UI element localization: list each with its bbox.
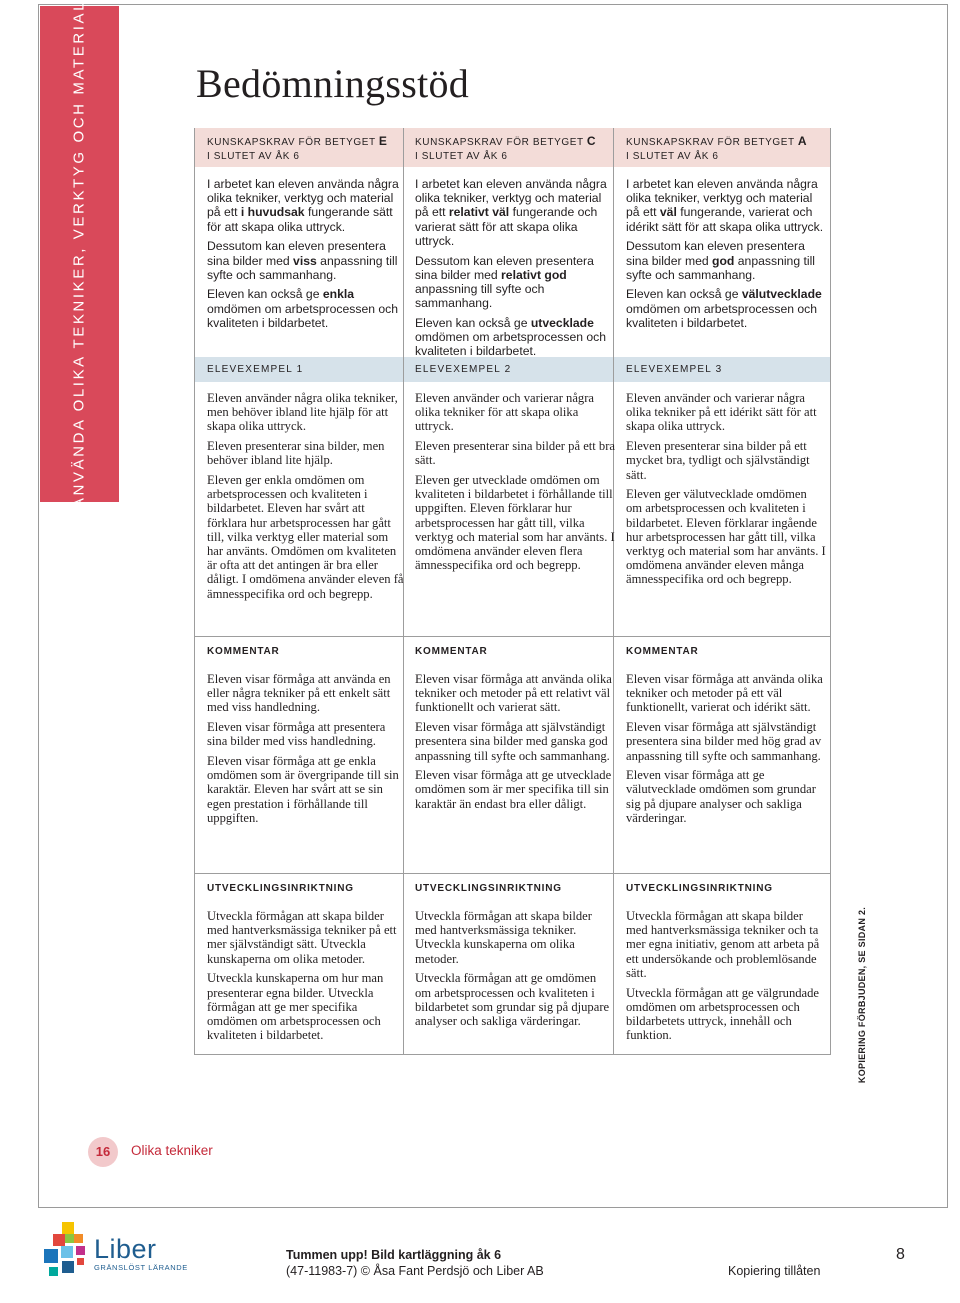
comment-paragraph: Eleven visar förmåga att använda olika tekniker och metoder på ett väl funktionellt, varierat och idérikt sätt. <box>626 672 823 715</box>
criteria-paragraph: I arbetet kan eleven använda några olika tekniker, verktyg och material på ett relativt väl fungerande och varierat sätt för att skapa olika uttryck. <box>415 177 607 248</box>
brand-name: Liber <box>94 1234 157 1264</box>
comment-paragraph: Eleven visar förmåga att använda olika tekniker och metoder på ett relativt väl funktionellt och varierat sätt. <box>415 672 612 715</box>
example-paragraph: Eleven ger utvecklade omdömen om kvaliteten i bildarbetet i förhållande till uppgiften. Eleven förklarar hur arbetsprocessen har gått till, vilka verktyg och material som har använts. I omdömena använder eleven flera ämnesspecifika ord och begrepp. <box>415 473 615 573</box>
example-header-1: ELEVEXEMPEL 1 <box>207 364 304 375</box>
comment-text-1 <box>207 672 407 831</box>
example-text-1 <box>207 391 407 606</box>
liber-logo-icon <box>44 1222 90 1282</box>
footer-copy-permission: Kopiering tillåten <box>728 1264 821 1278</box>
table-line-bottom <box>194 1054 831 1055</box>
comment-paragraph: Eleven visar förmåga att självständigt presentera sina bilder med hög grad av anpassning till syfte och sammanhang. <box>626 720 822 763</box>
development-text-3 <box>626 909 826 1048</box>
example-paragraph: Eleven presenterar sina bilder på ett mycket bra, tydligt och självständigt sätt. <box>626 439 810 482</box>
example-header-3: ELEVEXEMPEL 3 <box>626 364 723 375</box>
footer-title: Tummen upp! Bild kartläggning åk 6 <box>286 1248 502 1262</box>
criteria-paragraph: Dessutom kan eleven presentera sina bilder med god anpassning till syfte och sammanhang. <box>626 239 816 282</box>
criteria-header-c: KUNSKAPSKRAV FÖR BETYGET C I SLUTET AV ÅK 6 <box>415 134 596 162</box>
development-paragraph: Utveckla förmågan att ge omdömen om arbetsprocessen och kvaliteten i bildarbetet som grundar sig på djupare analyser och sakliga värderingar. <box>415 971 610 1028</box>
criteria-text-a <box>626 177 826 336</box>
example-text-2 <box>415 391 615 578</box>
example-paragraph: Eleven använder några olika tekniker, men behöver ibland lite hjälp för att skapa olika uttryck. <box>207 391 398 434</box>
example-paragraph: Eleven ger välutvecklade omdömen om arbetsprocessen och kvaliteten i bildarbetet. Eleven förklarar ingående hur arbetsprocessen har gått till, vilka verktyg och material som har använts. I omdömena använder eleven många ämnesspecifika ord och begrepp. <box>626 487 826 587</box>
development-paragraph: Utveckla förmågan att skapa bilder med hantverksmässiga tekniker och ta mer egna initiativ, genom att arbeta på ett undersökande och problemlösande sätt. <box>626 909 820 980</box>
footer-meta: (47-11983-7) © Åsa Fant Perdsjö och Liber AB <box>286 1264 544 1278</box>
example-paragraph: Eleven presenterar sina bilder på ett bra sätt. <box>415 439 616 468</box>
criteria-paragraph: Dessutom kan eleven presentera sina bilder med relativt god anpassning till syfte och sammanhang. <box>415 253 594 311</box>
table-line-left <box>194 128 195 1054</box>
comment-paragraph: Eleven visar förmåga att ge utvecklade omdömen som är mer specifika till sin karaktär än endast bra eller dåligt. <box>415 768 612 811</box>
table-line-right <box>830 128 831 1054</box>
comment-paragraph: Eleven visar förmåga att självständigt presentera sina bilder med ganska god anpassning till syfte och sammanhang. <box>415 720 610 763</box>
example-paragraph: Eleven ger enkla omdömen om arbetsprocessen och kvaliteten i bildarbetet. Eleven har svårt att förklara hur arbetsprocessen har gått till, vilka verktyg eller material som har använts. Omdömen om kvaliteten är ofta att det antingen är bra eller dåligt. I omdömena använder eleven få ämnesspecifika ord och begrepp. <box>207 473 404 601</box>
example-paragraph: Eleven använder och varierar några olika tekniker på ett idérikt sätt för att skapa olika uttryck. <box>626 391 817 434</box>
criteria-text-e <box>207 177 407 336</box>
development-paragraph: Utveckla förmågan att ge välgrundade omdömen om arbetsprocessen och bildarbetets uttryck, innehåll och funktion. <box>626 985 820 1043</box>
chapter-topic: Olika tekniker <box>131 1143 213 1158</box>
development-text-2 <box>415 909 615 1034</box>
criteria-paragraph: I arbetet kan eleven använda några olika tekniker, verktyg och material på ett i huvudsak fungerande sätt för att skapa olika uttryck. <box>207 177 399 234</box>
comment-paragraph: Eleven visar förmåga att ge välutvecklade omdömen som grundar sig på djupare analyser och sakliga värderingar. <box>626 768 816 825</box>
criteria-paragraph: Eleven kan också ge enkla omdömen om arbetsprocessen och kvaliteten i bildarbetet. <box>207 287 399 330</box>
page-title: Bedömningsstöd <box>196 61 470 106</box>
example-text-3 <box>626 391 826 592</box>
comment-text-2 <box>415 672 615 816</box>
example-paragraph: Eleven använder och varierar några olika tekniker för att skapa olika uttryck. <box>415 391 595 434</box>
table-line-comments <box>194 636 831 637</box>
development-header-2: UTVECKLINGSINRIKTNING <box>415 883 562 894</box>
comment-header-3: KOMMENTAR <box>626 646 699 657</box>
comment-text-3 <box>626 672 826 831</box>
development-paragraph: Utveckla förmågan att skapa bilder med hantverksmässiga tekniker. Utveckla kunskaperna om olika metoder. <box>415 909 592 966</box>
comment-paragraph: Eleven visar förmåga att ge enkla omdömen som är övergripande till sin karaktär. Eleven har svårt att se sin egen prestation i förhållande till uppgiften. <box>207 754 399 825</box>
development-paragraph: Utveckla kunskaperna om hur man presenterar egna bilder. Utveckla förmågan att ge mer specifika omdömen om arbetsprocessen och kvaliteten i bildarbetet. <box>207 971 384 1043</box>
chapter-band-label: ANVÄNDA OLIKA TEKNIKER, VERKTYG OCH MATERIAL <box>70 0 88 509</box>
criteria-paragraph: Eleven kan också ge välutvecklade omdömen om arbetsprocessen och kvaliteten i bildarbetet. <box>626 287 822 330</box>
criteria-paragraph: Dessutom kan eleven presentera sina bilder med viss anpassning till syfte och sammanhang. <box>207 239 398 282</box>
criteria-paragraph: Eleven kan också ge utvecklade omdömen om arbetsprocessen och kvaliteten i bildarbetet. <box>415 315 607 359</box>
brand-tagline: GRÄNSLÖST LÄRANDE <box>94 1263 188 1272</box>
footer-page-number: 8 <box>896 1246 905 1263</box>
development-paragraph: Utveckla förmågan att skapa bilder med hantverksmässiga tekniker på ett mer självständigt sätt. Utveckla kunskaperna om olika metoder. <box>207 909 397 966</box>
criteria-header-a: KUNSKAPSKRAV FÖR BETYGET A I SLUTET AV ÅK 6 <box>626 134 807 162</box>
development-header-3: UTVECKLINGSINRIKTNING <box>626 883 773 894</box>
development-header-1: UTVECKLINGSINRIKTNING <box>207 883 354 894</box>
criteria-paragraph: I arbetet kan eleven använda några olika tekniker, verktyg och material på ett väl fungerande, varierat och idérikt sätt för att skapa olika uttryck. <box>626 177 824 234</box>
criteria-text-c <box>415 177 615 364</box>
comment-header-2: KOMMENTAR <box>415 646 488 657</box>
comment-paragraph: Eleven visar förmåga att använda en eller några tekniker på ett enkelt sätt med viss handledning. <box>207 672 391 715</box>
comment-paragraph: Eleven visar förmåga att presentera sina bilder med viss handledning. <box>207 720 386 749</box>
example-header-2: ELEVEXEMPEL 2 <box>415 364 512 375</box>
comment-header-1: KOMMENTAR <box>207 646 280 657</box>
criteria-header-e: KUNSKAPSKRAV FÖR BETYGET E I SLUTET AV ÅK 6 <box>207 134 388 162</box>
table-line-development <box>194 873 831 874</box>
chapter-page-badge: 16 <box>88 1137 118 1167</box>
copyright-notice: KOPIERING FÖRBJUDEN, SE SIDAN 2. <box>857 906 867 1084</box>
example-paragraph: Eleven presenterar sina bilder, men behöver ibland lite hjälp. <box>207 439 385 468</box>
development-text-1 <box>207 909 407 1048</box>
